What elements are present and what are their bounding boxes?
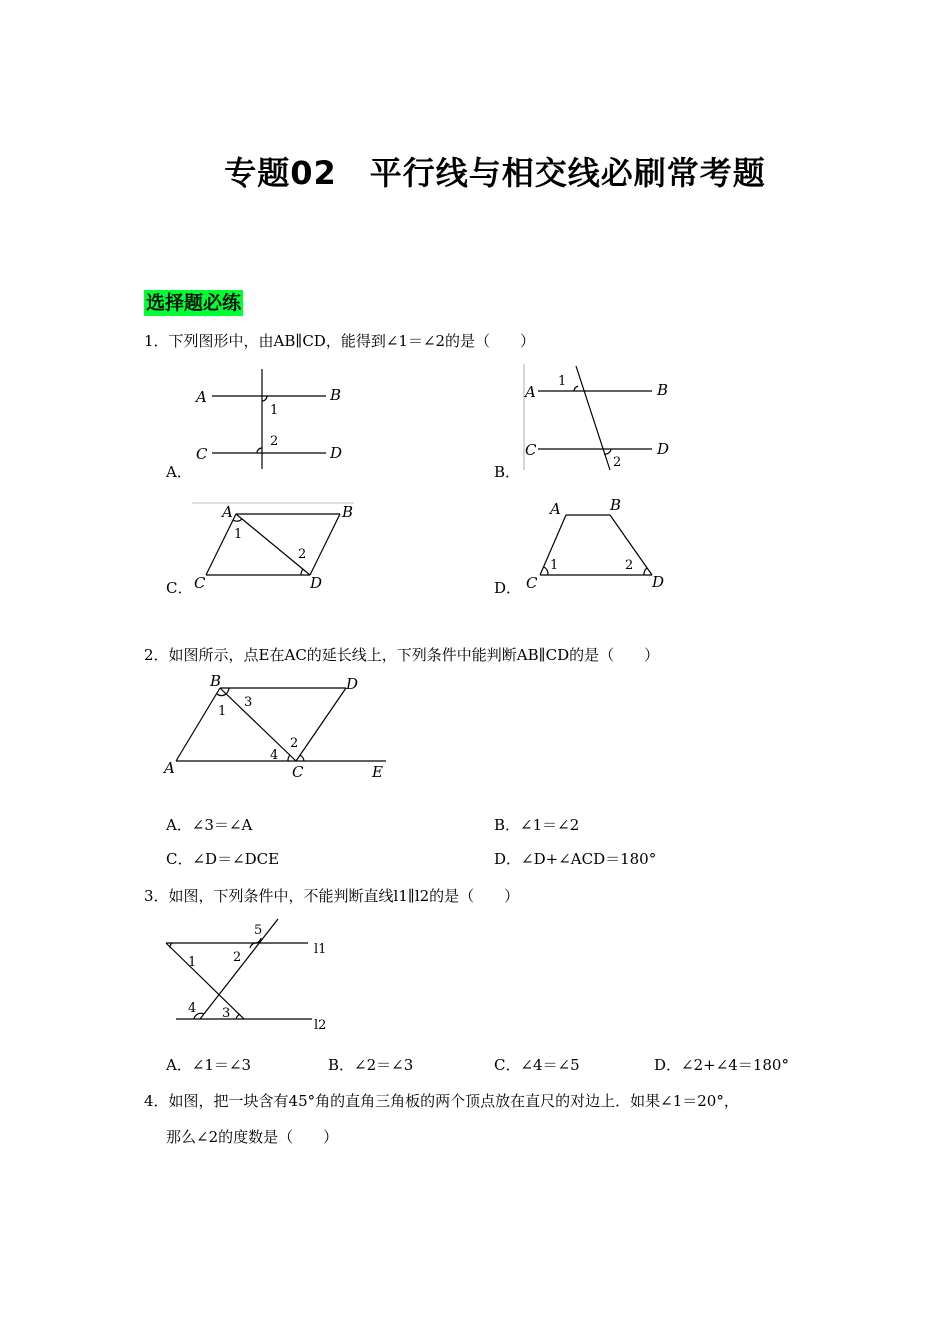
label-2: 2	[613, 455, 622, 470]
label-c: C	[292, 763, 304, 781]
label-1: 1	[218, 704, 227, 719]
angle-2-arc	[250, 943, 255, 948]
q1-figure-d	[520, 495, 680, 595]
angle-1-arc	[233, 519, 242, 521]
label-2: 2	[625, 558, 634, 573]
q3-figure	[160, 915, 340, 1035]
label-2: 2	[298, 547, 307, 562]
label-a: A	[222, 503, 233, 521]
q1-option-b[interactable]: B．	[494, 463, 521, 481]
label-5: 5	[254, 923, 263, 938]
q3-option-b[interactable]: B．∠2＝∠3	[328, 1056, 414, 1074]
label-c: C	[196, 445, 208, 463]
label-1: 1	[558, 374, 567, 389]
label-4: 4	[270, 748, 279, 763]
question-4-stem-line-1: 4．如图，把一块含有45°角的直角三角板的两个顶点放在直尺的对边上．如果∠1＝20°，	[144, 1092, 739, 1110]
label-1: 1	[270, 403, 279, 418]
angle-4-arc	[288, 755, 290, 761]
label-d: D	[310, 574, 323, 592]
label-c: C	[526, 574, 538, 592]
label-l2: l2	[314, 1018, 327, 1033]
label-l1: l1	[314, 942, 327, 957]
label-1: 1	[550, 558, 559, 573]
label-d: D	[657, 440, 670, 458]
angle-1-arc	[574, 386, 578, 391]
label-c: C	[194, 574, 206, 592]
q2-option-a[interactable]: A．∠3＝∠A	[166, 816, 253, 834]
label-d: D	[652, 573, 665, 591]
line-ab	[176, 688, 220, 761]
q1-figure-c	[190, 500, 360, 595]
q2-figure	[160, 672, 400, 784]
label-c: C	[525, 441, 537, 459]
q1-figure-a	[190, 365, 360, 475]
q3-option-d[interactable]: D．∠2+∠4＝180°	[654, 1056, 789, 1074]
q1-figure-b	[520, 360, 680, 475]
line-cd	[296, 688, 346, 761]
angle-3-arc	[236, 1014, 240, 1019]
label-a: A	[550, 500, 561, 518]
q2-option-c[interactable]: C．∠D＝∠DCE	[166, 850, 280, 868]
label-a: A	[196, 388, 207, 406]
question-1-stem: 1．下列图形中，由AB∥CD，能得到∠1＝∠2的是（ ）	[144, 332, 536, 350]
diagonal-ad	[236, 514, 310, 575]
q2-option-b[interactable]: B．∠1＝∠2	[494, 816, 580, 834]
question-4-stem-line-2: 那么∠2的度数是（ ）	[166, 1128, 339, 1146]
angle-1-arc	[262, 396, 267, 401]
question-3-stem: 3．如图，下列条件中，不能判断直线l1∥l2的是（ ）	[144, 887, 520, 905]
label-b: B	[657, 381, 669, 399]
page-title: 专题02 平行线与相交线必刷常考题	[224, 154, 766, 192]
label-a: A	[164, 759, 175, 777]
angle-3-arc	[226, 688, 229, 694]
side-bd	[310, 514, 340, 575]
label-1: 1	[234, 527, 243, 542]
side-ac	[206, 514, 236, 575]
label-d: D	[330, 444, 343, 462]
label-2: 2	[270, 434, 279, 449]
q3-option-c[interactable]: C．∠4＝∠5	[494, 1056, 580, 1074]
label-3: 3	[244, 695, 253, 710]
label-e: E	[372, 763, 383, 781]
label-4: 4	[188, 1001, 197, 1016]
angle-2-arc	[301, 569, 303, 575]
label-1: 1	[188, 955, 197, 970]
q2-option-d[interactable]: D．∠D+∠ACD＝180°	[494, 850, 657, 868]
q3-option-a[interactable]: A．∠1＝∠3	[166, 1056, 252, 1074]
label-b: B	[330, 386, 342, 404]
label-2: 2	[290, 736, 299, 751]
question-2-stem: 2．如图所示，点E在AC的延长线上，下列条件中能判断AB∥CD的是（ ）	[144, 646, 660, 664]
q1-option-a[interactable]: A．	[166, 463, 192, 481]
label-b: B	[342, 503, 354, 521]
angle-1-arc	[217, 694, 226, 696]
label-b: B	[210, 672, 222, 690]
angle-1-arc	[544, 567, 548, 575]
angle-2-arc	[257, 448, 262, 453]
q1-option-d[interactable]: D．	[494, 579, 522, 597]
label-2: 2	[233, 950, 242, 965]
section-heading: 选择题必练	[146, 292, 242, 314]
transversal-2	[200, 919, 278, 1019]
angle-2-arc	[644, 568, 647, 575]
angle-2-arc	[300, 755, 304, 761]
label-a: A	[525, 383, 536, 401]
label-3: 3	[222, 1006, 231, 1021]
line-bc	[220, 688, 299, 761]
label-d: D	[346, 675, 359, 693]
label-b: B	[610, 496, 622, 514]
q1-option-c[interactable]: C．	[166, 579, 193, 597]
